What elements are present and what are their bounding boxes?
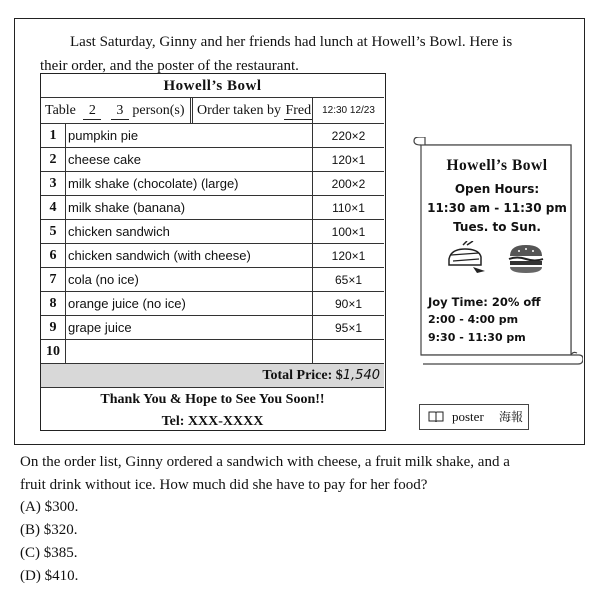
item-price: 100×1 bbox=[331, 225, 366, 239]
divider bbox=[312, 98, 313, 364]
item-name: milk shake (banana) bbox=[68, 200, 186, 215]
order-item-row bbox=[41, 148, 384, 172]
intro-text bbox=[40, 30, 560, 78]
item-name: chicken sandwich bbox=[68, 224, 170, 239]
order-title: Howell’s Bowl bbox=[41, 74, 384, 98]
thanks-text: Thank You & Hope to See You Soon!! bbox=[100, 392, 325, 407]
answer-option[interactable]: (C) $385. bbox=[20, 545, 78, 561]
order-datetime: 12:30 12/23 bbox=[322, 105, 375, 116]
telephone: Tel: XXX-XXXX bbox=[161, 414, 264, 429]
item-name: chicken sandwich (with cheese) bbox=[68, 248, 251, 263]
intro-line-1: Last Saturday, Ginny and her friends had lunch at Howell’s Bowl. Here is bbox=[70, 34, 513, 50]
book-icon bbox=[428, 411, 444, 423]
open-days: Tues. to Sun. bbox=[453, 220, 541, 234]
joy-time-2: 9:30 - 11:30 pm bbox=[428, 331, 526, 344]
item-price: 220×2 bbox=[331, 129, 366, 143]
item-price: 90×1 bbox=[334, 297, 363, 311]
answer-option[interactable]: (B) $320. bbox=[20, 522, 78, 538]
total-label: Total Price: $ bbox=[262, 368, 343, 383]
persons-number: 3 bbox=[111, 103, 129, 120]
table-number: 2 bbox=[83, 103, 101, 120]
item-number: 9 bbox=[49, 320, 57, 335]
total-row bbox=[41, 364, 384, 388]
question-line-2: fruit drink without ice. How much did she have to pay for her food? bbox=[20, 476, 428, 493]
item-number: 2 bbox=[49, 152, 57, 167]
burger-icon bbox=[507, 243, 545, 275]
order-item-row bbox=[41, 196, 384, 220]
item-number: 10 bbox=[46, 344, 60, 359]
open-hours-label: Open Hours: bbox=[454, 182, 540, 196]
order-list bbox=[40, 73, 386, 431]
order-item-row bbox=[41, 124, 384, 148]
open-hours: 11:30 am - 11:30 pm bbox=[427, 201, 567, 215]
order-item-row bbox=[41, 268, 384, 292]
divider bbox=[192, 98, 193, 124]
item-price: 200×2 bbox=[331, 177, 366, 191]
order-info-row bbox=[41, 98, 384, 124]
order-item-row bbox=[41, 220, 384, 244]
intro-line-2: their order, and the poster of the restaurant. bbox=[40, 58, 299, 74]
total-value: 1,540 bbox=[342, 368, 380, 383]
item-number: 3 bbox=[49, 176, 57, 191]
item-number: 1 bbox=[49, 128, 57, 143]
item-price: 110×1 bbox=[332, 201, 365, 215]
item-price: 120×1 bbox=[331, 249, 366, 263]
table-label: Table bbox=[45, 103, 76, 118]
sandwich-icon bbox=[445, 241, 491, 275]
answer-option[interactable]: (A) $300. bbox=[20, 499, 79, 515]
question bbox=[20, 451, 580, 588]
item-number: 4 bbox=[49, 200, 57, 215]
item-name: cheese cake bbox=[68, 152, 141, 167]
order-item-row bbox=[41, 244, 384, 268]
order-item-row bbox=[41, 316, 384, 340]
answer-options bbox=[20, 496, 580, 588]
item-name: orange juice (no ice) bbox=[68, 296, 186, 311]
taken-by-name: Fred bbox=[285, 103, 312, 118]
order-item-row bbox=[41, 340, 384, 364]
question-line-1: On the order list, Ginny ordered a sandwich with cheese, a fruit milk shake, and a bbox=[20, 454, 510, 470]
item-name: grape juice bbox=[68, 320, 132, 335]
item-number: 6 bbox=[49, 248, 57, 263]
item-price: 120×1 bbox=[331, 153, 366, 167]
poster bbox=[413, 137, 583, 365]
caption-en: poster bbox=[452, 409, 484, 424]
answer-option[interactable]: (D) $410. bbox=[20, 568, 79, 584]
order-item-row bbox=[41, 292, 384, 316]
caption-zh: 海報 bbox=[499, 410, 524, 424]
item-number: 8 bbox=[49, 296, 57, 311]
joy-time-1: 2:00 - 4:00 pm bbox=[428, 313, 519, 326]
item-number: 7 bbox=[49, 272, 57, 287]
order-item-row bbox=[41, 172, 384, 196]
item-name: pumpkin pie bbox=[68, 128, 139, 143]
item-name: cola (no ice) bbox=[68, 272, 139, 287]
divider bbox=[190, 98, 191, 124]
item-number: 5 bbox=[49, 224, 57, 239]
taken-by-label: Order taken by bbox=[197, 103, 281, 118]
poster-caption bbox=[419, 404, 529, 430]
item-price: 95×1 bbox=[334, 321, 363, 335]
divider bbox=[65, 124, 66, 364]
persons-label: person(s) bbox=[132, 103, 185, 118]
poster-title: Howell’s Bowl bbox=[446, 157, 548, 174]
joy-time-label: Joy Time: 20% off bbox=[428, 295, 541, 309]
footer bbox=[41, 388, 384, 433]
item-price: 65×1 bbox=[334, 273, 363, 287]
item-name: milk shake (chocolate) (large) bbox=[68, 176, 239, 191]
